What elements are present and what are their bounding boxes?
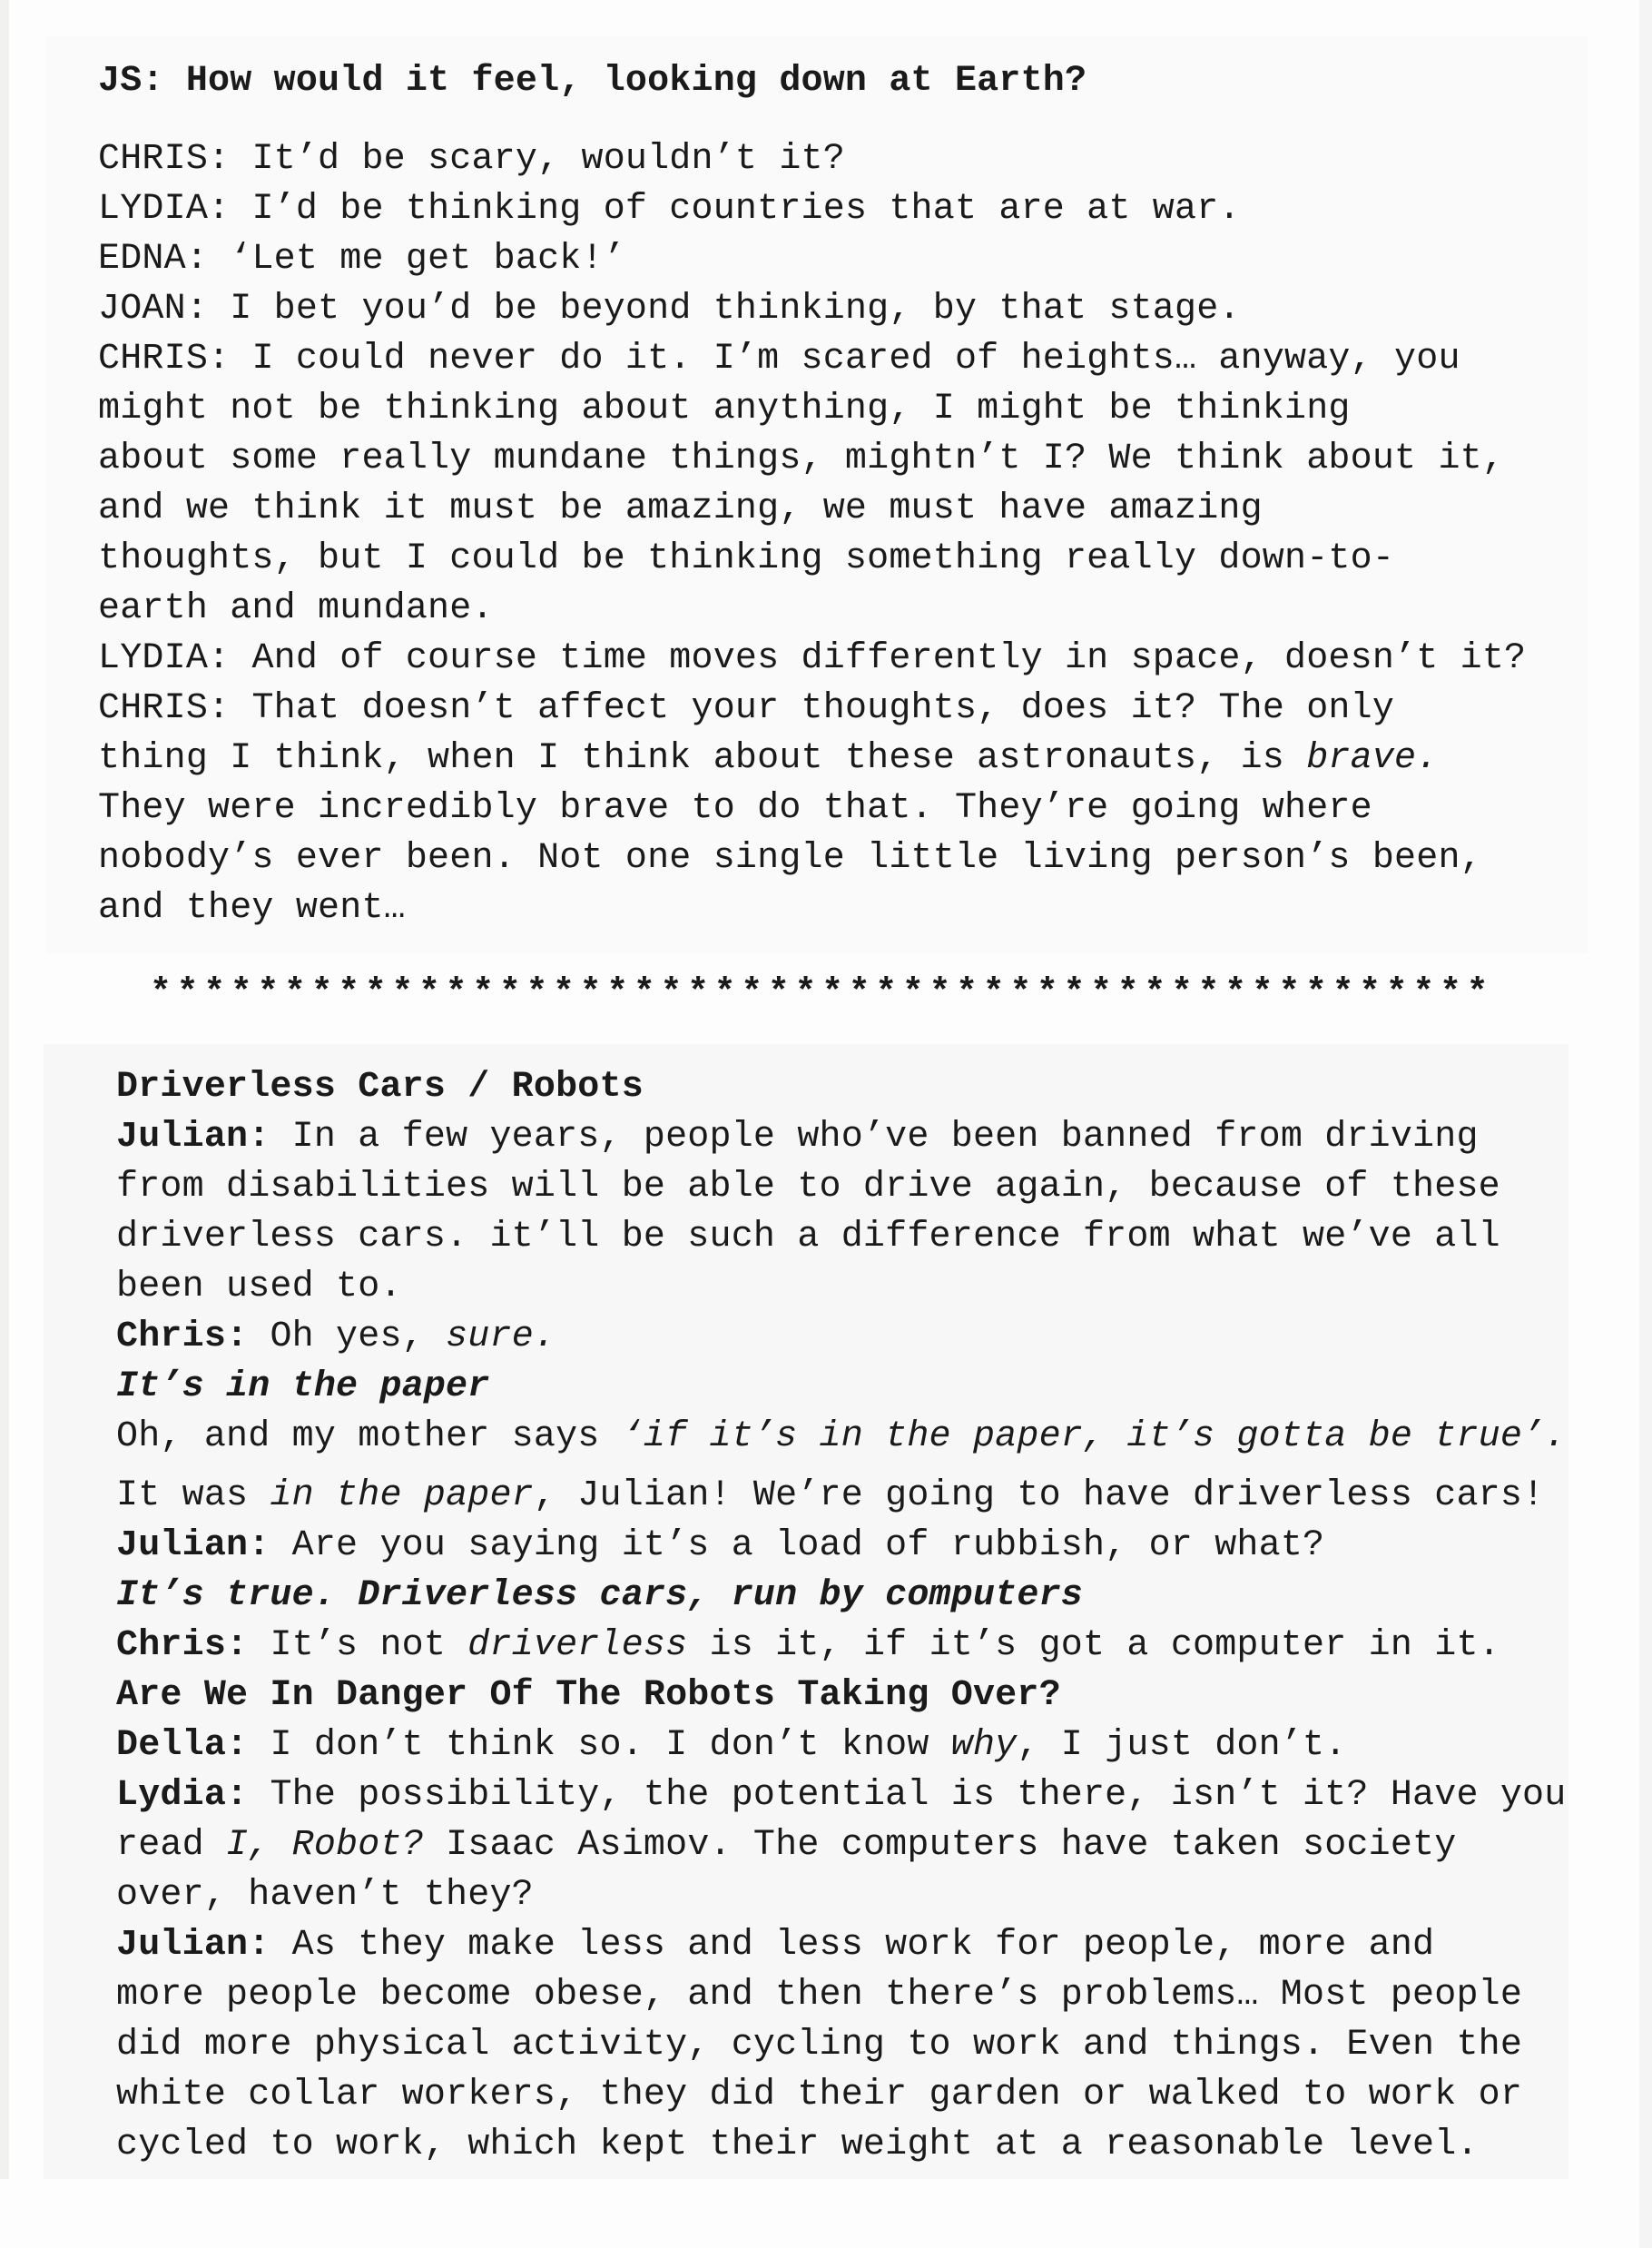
section-separator: ************************************************** (150, 973, 1494, 1014)
dialogue-line: driverless cars. it’ll be such a difference from what we’ve all (116, 1217, 1500, 1257)
topic-subheading: Are We In Danger Of The Robots Taking Over? (116, 1675, 1061, 1716)
dialogue-line (98, 134, 1550, 184)
text: It’s not (248, 1625, 468, 1666)
dialogue-line (116, 1521, 1568, 1571)
text: thing I think, when I think about these astronauts, is (98, 738, 1307, 779)
text: I could never do it. I’m scared of heights… anyway, you (230, 339, 1460, 380)
topic-subheading: It’s in the paper (116, 1366, 490, 1407)
question-heading (98, 56, 1550, 106)
dialogue-line: and they went… (98, 888, 406, 929)
quote: ‘if it’s in the paper, it’s gotta be true’. (621, 1416, 1567, 1457)
dialogue-line (98, 734, 1550, 784)
dialogue-line: nobody’s ever been. Not one single little living person’s been, (98, 838, 1482, 879)
dialogue-line (98, 334, 1550, 384)
speaker-label: Chris: (116, 1316, 249, 1357)
text: Are you saying it’s a load of rubbish, or what? (270, 1525, 1325, 1566)
speaker-label: CHRIS: (98, 339, 231, 380)
dialogue-line (116, 1621, 1568, 1671)
speaker-label: Della: (116, 1725, 249, 1766)
text: I’d be thinking of countries that are at war. (230, 189, 1241, 230)
section-title: Driverless Cars / Robots (116, 1067, 644, 1108)
text: thoughts, but I could be thinking something really down-to- (98, 538, 1395, 579)
dialogue-line (98, 684, 1550, 734)
dialogue-line: from disabilities will be able to drive again, because of these (116, 1167, 1500, 1208)
speaker-label: JOAN: (98, 289, 209, 330)
dialogue-line: white collar workers, they did their garden or walked to work or (116, 2075, 1523, 2115)
text: might not be thinking about anything, I might be thinking (98, 389, 1351, 429)
dialogue-line (116, 1312, 1568, 1362)
dialogue-line (98, 184, 1550, 234)
text: In a few years, people who’ve been banned from driving (270, 1117, 1479, 1158)
text: And of course time moves differently in space, doesn’t it? (230, 638, 1527, 679)
dialogue-line (98, 584, 1550, 634)
speaker-label: CHRIS: (98, 139, 231, 180)
dialogue-section-driverless (116, 1062, 1568, 2170)
dialogue-section-earth (98, 134, 1550, 933)
dialogue-line: over, haven’t they? (116, 1875, 534, 1916)
text: and we think it must be amazing, we must have amazing (98, 488, 1263, 529)
page-edge-right (1639, 0, 1652, 2248)
dialogue-line (98, 534, 1550, 584)
emphasis: sure. (446, 1316, 556, 1357)
speaker-label: Chris: (116, 1625, 249, 1666)
dialogue-line (98, 234, 1550, 284)
emphasis: why (950, 1725, 1018, 1766)
text: Isaac Asimov. The computers have taken society (423, 1825, 1457, 1866)
emphasis: in the paper (270, 1475, 534, 1516)
text: I bet you’d be beyond thinking, by that stage. (208, 289, 1241, 330)
dialogue-line (116, 1920, 1568, 1970)
dialogue-line: been used to. (116, 1267, 402, 1307)
speaker-label: EDNA: (98, 239, 209, 280)
emphasis: driverless (467, 1625, 688, 1666)
emphasis: brave. (1306, 738, 1439, 779)
speaker-label: Julian: (116, 1925, 270, 1966)
dialogue-line: cycled to work, which kept their weight at a reasonable level. (116, 2125, 1479, 2165)
dialogue-line (116, 1412, 1568, 1462)
text: I don’t think so. I don’t know (248, 1725, 951, 1766)
text: Oh, and my mother says (116, 1416, 622, 1457)
text: ‘Let me get back!’ (208, 239, 625, 280)
text: , Julian! We’re going to have driverless cars! (533, 1475, 1545, 1516)
dialogue-line (116, 1112, 1568, 1162)
dialogue-line (116, 1770, 1568, 1820)
text: is it, if it’s got a computer in it. (687, 1625, 1500, 1666)
dialogue-line (98, 284, 1550, 334)
speaker-label: Julian: (116, 1525, 270, 1566)
speaker-label: Lydia: (116, 1775, 249, 1816)
text: It was (116, 1475, 270, 1516)
dialogue-line: did more physical activity, cycling to work and things. Even the (116, 2025, 1523, 2066)
dialogue-line (116, 1721, 1568, 1770)
text: Oh yes, (248, 1316, 447, 1357)
speaker-label: CHRIS: (98, 688, 231, 729)
text: It’d be scary, wouldn’t it? (230, 139, 845, 180)
speaker-label: Julian: (116, 1117, 270, 1158)
text: The possibility, the potential is there, isn’t it? Have you (248, 1775, 1567, 1816)
dialogue-line (98, 384, 1550, 434)
speaker-label: LYDIA: (98, 638, 231, 679)
text: That doesn’t affect your thoughts, does it? The only (230, 688, 1395, 729)
text: , I just don’t. (1017, 1725, 1347, 1766)
text: As they make less and less work for people, more and (270, 1925, 1435, 1966)
interview-question: JS: How would it feel, looking down at Earth? (98, 61, 1087, 102)
dialogue-line: more people become obese, and then there’s problems… Most people (116, 1975, 1523, 2016)
dialogue-line (98, 484, 1550, 534)
text: earth and mundane. (98, 588, 494, 629)
dialogue-line (116, 1820, 1568, 1870)
book-title: I, Robot? (226, 1825, 424, 1866)
text: about some really mundane things, mightn’t I? We think about it, (98, 439, 1505, 479)
dialogue-line (98, 434, 1550, 484)
topic-subheading: It’s true. Driverless cars, run by computers (116, 1575, 1083, 1616)
page-edge (0, 0, 9, 2179)
speaker-label: LYDIA: (98, 189, 231, 230)
text: read (116, 1825, 227, 1866)
dialogue-line: They were incredibly brave to do that. They’re going where (98, 788, 1372, 829)
dialogue-line (116, 1471, 1568, 1521)
dialogue-line (98, 634, 1550, 684)
